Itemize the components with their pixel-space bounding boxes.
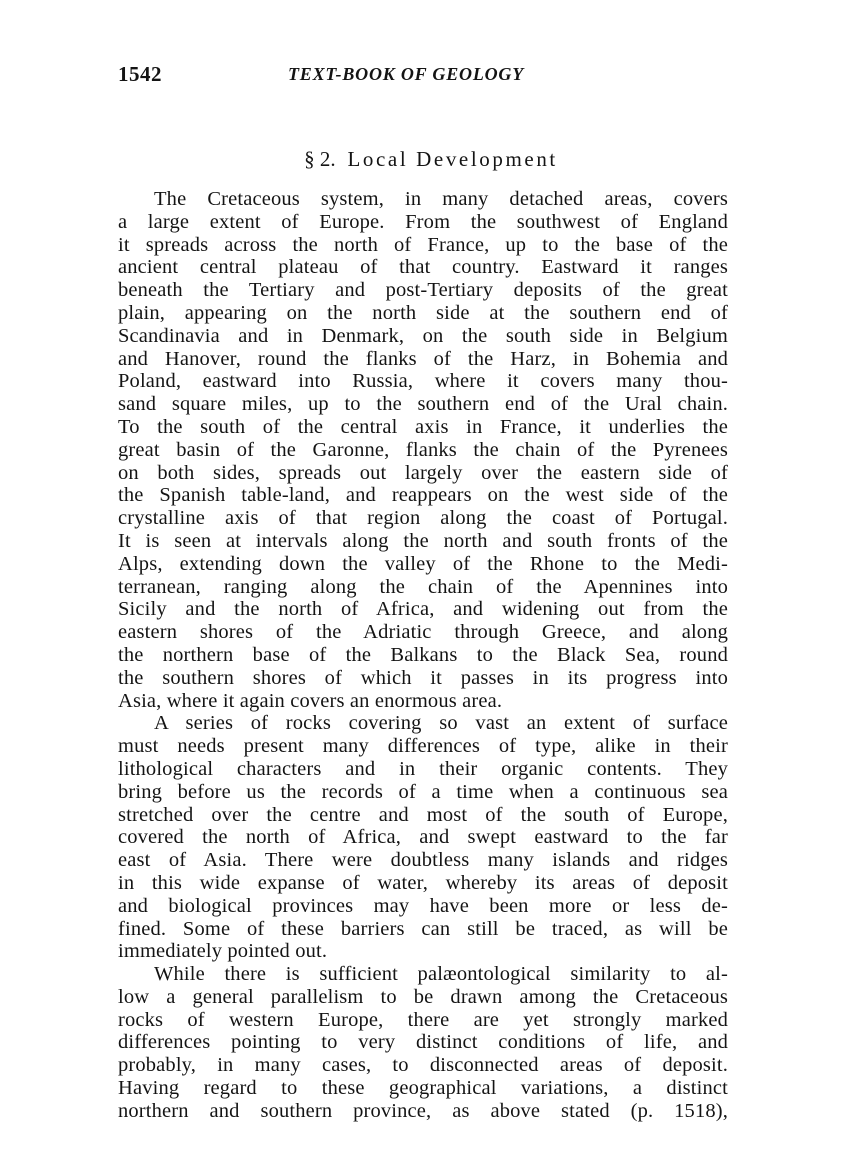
text-line: the southern shores of which it passes in its progress into [118,666,728,689]
text-line: To the south of the central axis in France, it underlies the [118,415,728,438]
text-line: sand square miles, up to the southern end of the Ural chain. [118,393,728,416]
text-line: Scandinavia and in Denmark, on the south side in Belgium [118,324,728,347]
text-line: probably, in many cases, to disconnected areas of deposit. [118,1054,728,1077]
text-line: on both sides, spreads out largely over the eastern side of [118,461,728,484]
text-line: the northern base of the Balkans to the Black Sea, round [118,643,728,666]
text-line: fined. Some of these barriers can still be traced, as will be [118,917,728,940]
text-line: and Hanover, round the flanks of the Harz, in Bohemia and [118,347,728,370]
text-line: ancient central plateau of that country. Eastward it ranges [118,256,728,279]
text-line: A series of rocks covering so vast an extent of surface [154,712,728,735]
text-line: Having regard to these geographical variations, a distinct [118,1077,728,1100]
text-line: Alps, extending down the valley of the Rhone to the Medi- [118,552,728,575]
text-line: a large extent of Europe. From the southwest of England [118,210,728,233]
text-line: lithological characters and in their organic contents. They [118,757,728,780]
page-number: 1542 [118,62,162,86]
body-text [118,188,728,1123]
text-line: must needs present many differences of type, alike in their [118,735,728,758]
paragraph [118,188,728,712]
text-line: east of Asia. There were doubtless many islands and ridges [118,849,728,872]
text-line: It is seen at intervals along the north and south fronts of the [118,529,728,552]
text-line: While there is sufficient palæontological similarity to al- [154,963,728,986]
text-line: immediately pointed out. [118,940,328,963]
text-line: terranean, ranging along the chain of the Apennines into [118,575,728,598]
text-line: great basin of the Garonne, flanks the chain of the Pyrenees [118,438,728,461]
text-line: in this wide expanse of water, whereby its areas of deposit [118,871,728,894]
text-line: stretched over the centre and most of the south of Europe, [118,803,728,826]
text-line: Sicily and the north of Africa, and widening out from the [118,598,728,621]
text-line: beneath the Tertiary and post-Tertiary deposits of the great [118,279,728,302]
text-line: the Spanish table-land, and reappears on the west side of the [118,484,728,507]
text-line: differences pointing to very distinct conditions of life, and [118,1031,728,1054]
text-line: it spreads across the north of France, up to the base of the [118,233,728,256]
text-line: plain, appearing on the north side at the southern end of [118,301,728,324]
text-line: covered the north of Africa, and swept eastward to the far [118,826,728,849]
text-line: low a general parallelism to be drawn among the Cretaceous [118,985,728,1008]
text-line: crystalline axis of that region along the coast of Portugal. [118,507,728,530]
section-heading [0,146,850,172]
text-line: The Cretaceous system, in many detached areas, covers [154,188,728,210]
text-line: and biological provinces may have been more or less de- [118,894,728,917]
text-line: Poland, eastward into Russia, where it covers many thou- [118,370,728,393]
text-line: Asia, where it again covers an enormous area. [118,689,503,712]
paragraph [118,712,728,963]
text-line: rocks of western Europe, there are yet strongly marked [118,1008,728,1031]
section-title: Local Development [347,147,558,171]
text-line: eastern shores of the Adriatic through Greece, and along [118,621,728,644]
running-head: TEXT-BOOK OF GEOLOGY [288,64,525,84]
section-marker: § 2. [304,147,336,171]
paragraph [118,963,728,1123]
text-line: northern and southern province, as above stated (p. 1518), [118,1099,728,1122]
text-line: bring before us the records of a time when a continuous sea [118,780,728,803]
